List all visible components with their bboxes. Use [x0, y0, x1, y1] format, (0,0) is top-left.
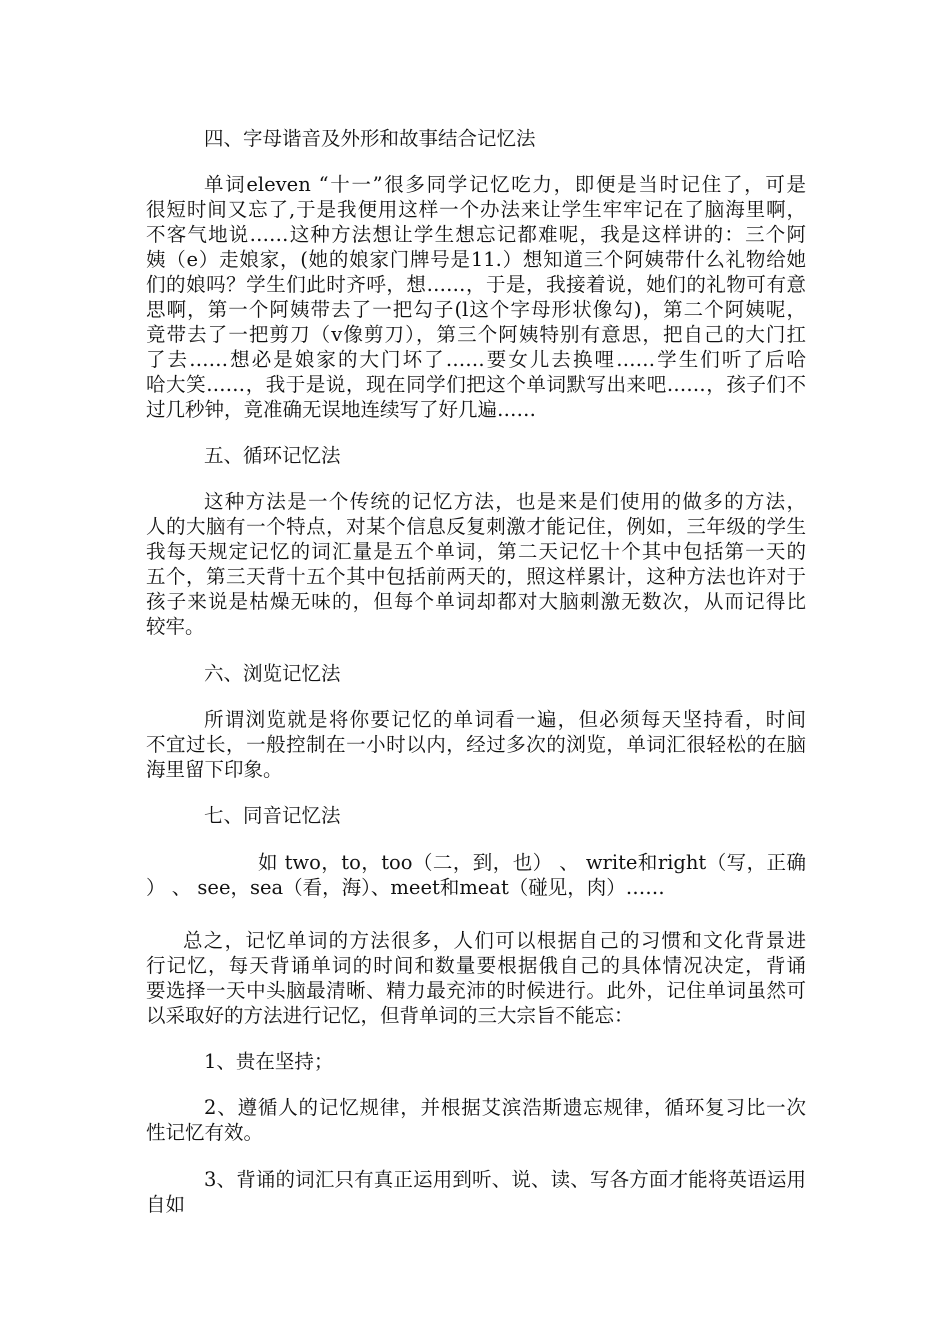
- section-heading-6: 六、浏览记忆法: [204, 662, 341, 685]
- paragraph-line: 总之，记忆单词的方法很多，人们可以根据自己的习惯和文化背景进: [183, 929, 806, 952]
- paragraph-line: 我每天规定记忆的词汇量是五个单词，第二天记忆十个其中包括第一天的: [146, 540, 806, 563]
- list-item: 3、背诵的词汇只有真正运用到听、说、读、写各方面才能将英语运用: [204, 1168, 806, 1191]
- paragraph-line: 单词eleven “十一”很多同学记忆吃力，即便是当时记住了，可是: [204, 173, 806, 196]
- paragraph-line: 五个，第三天背十五个其中包括前两天的，照这样累计，这种方法也许对于: [146, 565, 806, 588]
- paragraph-line: 如 two，to，too（二，到，也） 、 write和right（写，正确: [258, 851, 806, 874]
- paragraph-line: 较牢。: [146, 615, 205, 638]
- paragraph-line: 人的大脑有一个特点，对某个信息反复刺激才能记住，例如，三年级的学生: [146, 515, 806, 538]
- paragraph-line: 这种方法是一个传统的记忆方法，也是来是们使用的做多的方法，: [204, 490, 806, 513]
- paragraph-line: 行记忆，每天背诵单词的时间和数量要根据俄自己的具体情况决定，背诵: [146, 954, 806, 977]
- paragraph-line: 要选择一天中头脑最清晰、精力最充沛的时候进行。此外，记住单词虽然可: [146, 979, 806, 1002]
- paragraph-line: ） 、 see，sea（看，海）、meet和meat（碰见，肉）……: [146, 876, 665, 899]
- paragraph-line: 以采取好的方法进行记忆，但背单词的三大宗旨不能忘：: [146, 1004, 634, 1027]
- list-item-continuation: 性记忆有效。: [146, 1121, 264, 1144]
- section-heading-4: 四、字母谐音及外形和故事结合记忆法: [204, 127, 536, 150]
- paragraph-line: 不客气地说……这种方法想让学生想忘记都难呢，我是这样讲的：三个阿: [146, 223, 806, 246]
- paragraph-line: 所谓浏览就是将你要记忆的单词看一遍，但必须每天坚持看，时间: [204, 708, 806, 731]
- list-item: 1、贵在坚持；: [204, 1050, 334, 1073]
- paragraph-line: 不宜过长，一般控制在一小时以内，经过多次的浏览，单词汇很轻松的在脑: [146, 733, 806, 756]
- section-heading-5: 五、循环记忆法: [204, 444, 341, 467]
- paragraph-line: 思啊，第一个阿姨带去了一把勾子(l这个字母形状像勾)，第二个阿姨呢，: [146, 298, 806, 321]
- paragraph-line: 很短时间又忘了,于是我便用这样一个办法来让学生牢牢记在了脑海里啊，: [146, 198, 806, 221]
- list-item-continuation: 自如: [146, 1193, 186, 1216]
- paragraph-line: 了去……想必是娘家的大门坏了……要女儿去换哩……学生们听了后哈: [146, 348, 806, 371]
- paragraph-line: 姨（e）走娘家，(她的娘家门牌号是11.）想知道三个阿姨带什么礼物给她: [146, 248, 806, 271]
- paragraph-line: 们的娘吗？学生们此时齐呼，想……，于是，我接着说，她们的礼物可有意: [146, 273, 806, 296]
- paragraph-line: 孩子来说是枯燥无味的，但每个单词却都对大脑刺激无数次，从而记得比: [146, 590, 806, 613]
- paragraph-line: 哈大笑……，我于是说，现在同学们把这个单词默写出来吧……，孩子们不: [146, 373, 806, 396]
- paragraph-line: 过几秒钟，竟准确无误地连续写了好几遍……: [146, 398, 537, 421]
- list-item: 2、遵循人的记忆规律，并根据艾滨浩斯遗忘规律，循环复习比一次: [204, 1096, 806, 1119]
- paragraph-line: 竟带去了一把剪刀（v像剪刀），第三个阿姨特别有意思，把自己的大门扛: [146, 323, 806, 346]
- section-heading-7: 七、同音记忆法: [204, 804, 341, 827]
- paragraph-line: 海里留下印象。: [146, 758, 283, 781]
